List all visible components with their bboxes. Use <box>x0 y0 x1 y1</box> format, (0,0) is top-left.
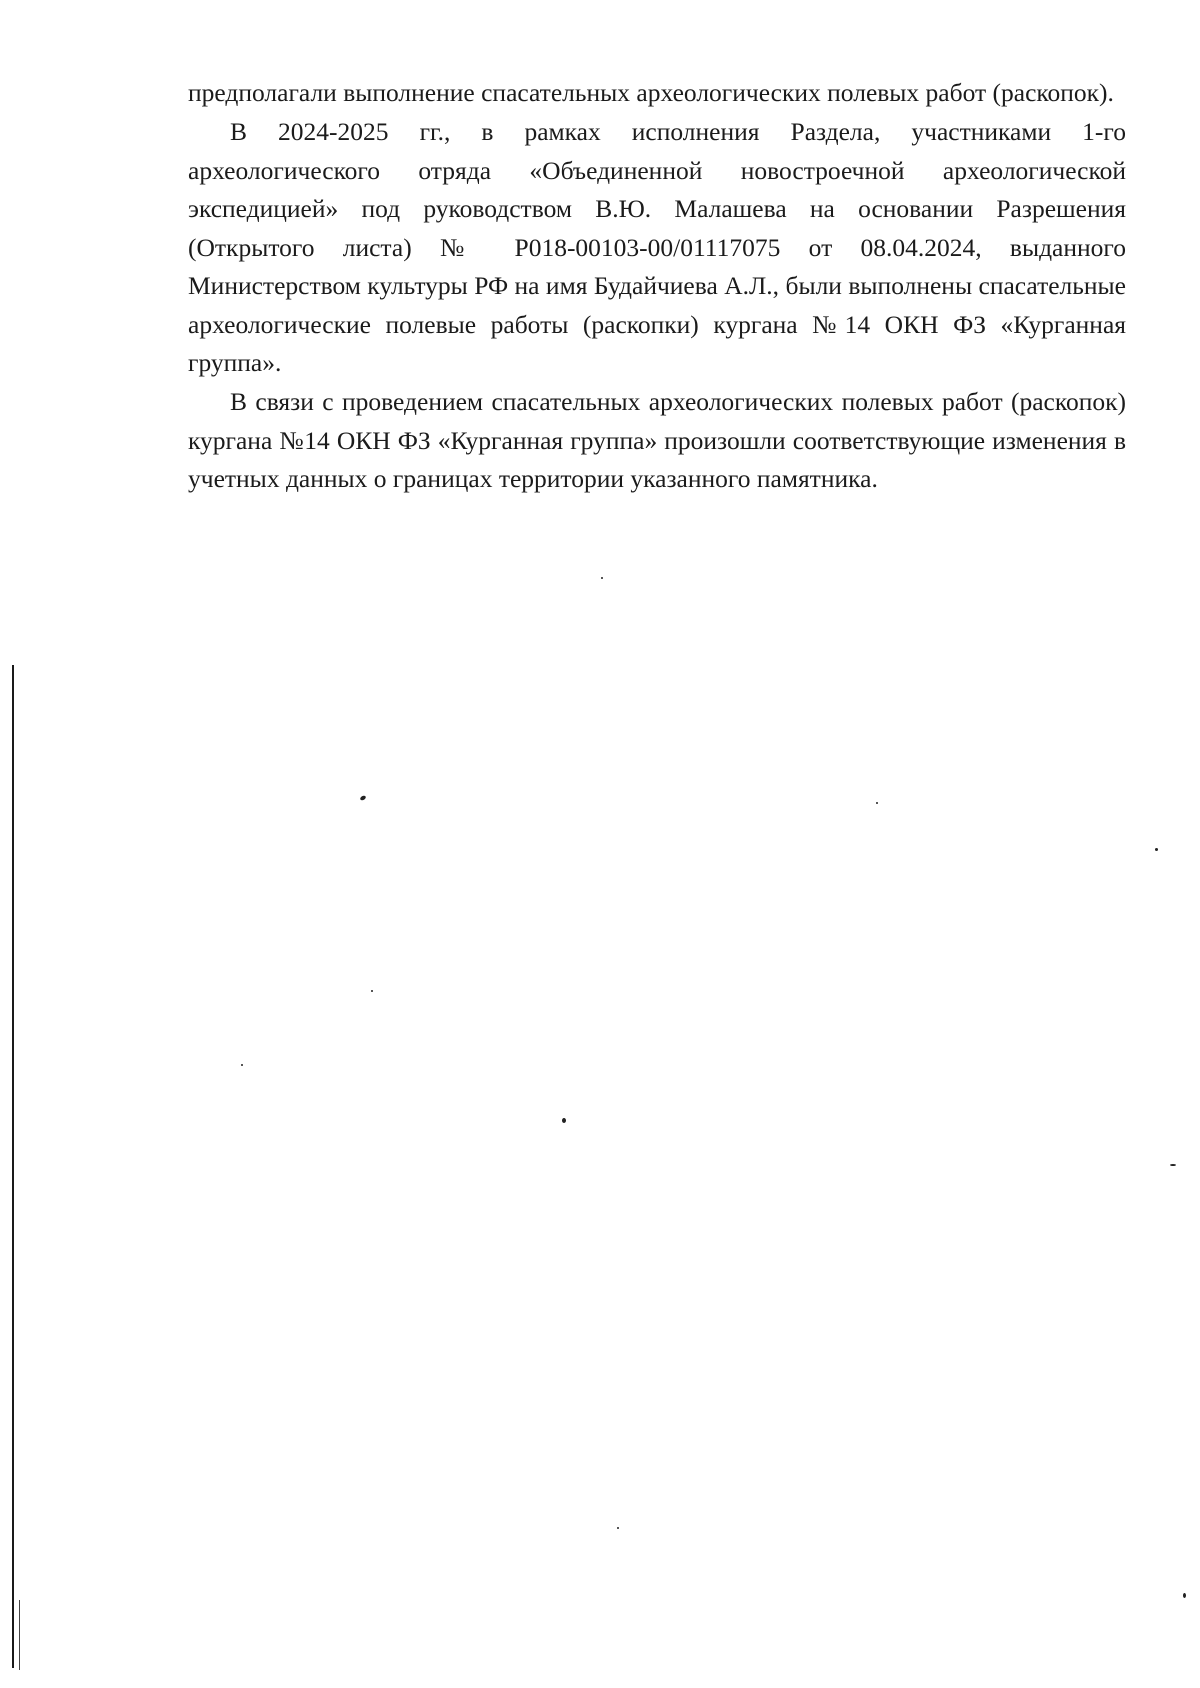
scan-speck <box>359 795 366 801</box>
scan-speck <box>601 577 603 579</box>
scan-speck <box>1183 1593 1186 1598</box>
paragraph-continuation: предполагали выполнение спасательных археологических полевых работ (раскопок). <box>188 78 1114 107</box>
document-body <box>188 74 1126 499</box>
scan-edge-line-thin <box>19 1600 20 1670</box>
scan-speck <box>876 802 878 804</box>
scan-speck <box>1170 1164 1176 1166</box>
scan-edge-line <box>12 665 14 1668</box>
scan-speck <box>241 1064 243 1066</box>
paragraph-excavation-works: В 2024-2025 гг., в рамках исполнения Раздела, участниками 1-го археологического отряда «Объединенной новостроечной археологической экспедицией» под руководством В.Ю. Малашева на основании Разрешения (Открытого листа) № Р018-00103-00/01117075 от 08.04.2024, выданного Министерством культуры РФ на имя Будайчиева А.Л., были выполнены спасательные археологические полевые работы (раскопки) кургана №14 ОКН ФЗ «Курганная группа». <box>188 117 1126 377</box>
scan-speck <box>617 1527 619 1529</box>
paragraph-boundary-changes: В связи с проведением спасательных археологических полевых работ (раскопок) кургана №14 ОКН ФЗ «Курганная группа» произошли соответствующие изменения в учетных данных о границах территории указанного памятника. <box>188 387 1126 493</box>
scan-speck <box>562 1118 566 1123</box>
scan-speck <box>1155 848 1158 851</box>
scan-speck <box>371 990 373 992</box>
